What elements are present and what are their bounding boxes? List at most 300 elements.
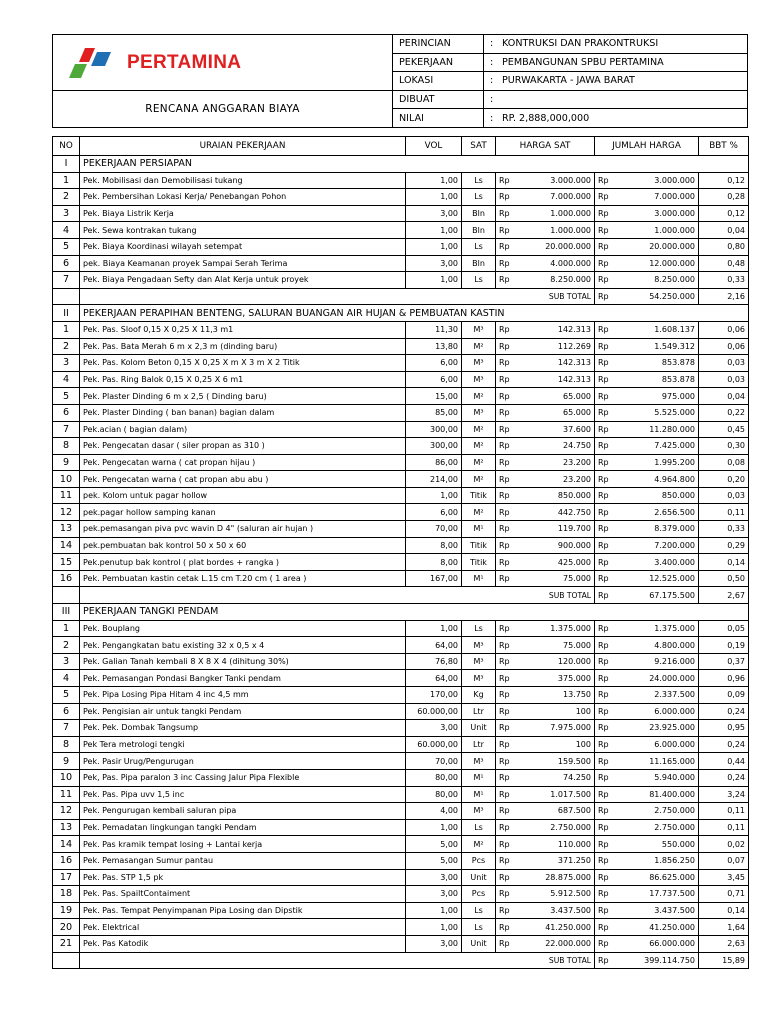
currency-label: Rp bbox=[496, 852, 518, 869]
item-vol: 1,00 bbox=[406, 172, 462, 189]
item-jumlah: 6.000.000 bbox=[617, 736, 699, 753]
currency-label: Rp bbox=[496, 487, 518, 504]
item-jumlah: 2.656.500 bbox=[617, 504, 699, 521]
item-desc: Pek. Pas Katodik bbox=[80, 935, 406, 952]
item-no: 3 bbox=[53, 205, 80, 222]
table-row bbox=[53, 935, 749, 952]
item-desc: Pek. Pengecatan warna ( cat propan abu abu ) bbox=[80, 471, 406, 488]
item-bbt: 0,33 bbox=[699, 521, 749, 538]
item-vol: 3,00 bbox=[406, 869, 462, 886]
item-jumlah: 6.000.000 bbox=[617, 703, 699, 720]
currency-label: Rp bbox=[595, 869, 617, 886]
currency-label: Rp bbox=[595, 637, 617, 654]
currency-label: Rp bbox=[496, 653, 518, 670]
subtotal-row bbox=[53, 288, 749, 305]
item-bbt: 0,11 bbox=[699, 803, 749, 820]
currency-label: Rp bbox=[595, 952, 617, 969]
currency-label: Rp bbox=[595, 919, 617, 936]
item-bbt: 0,95 bbox=[699, 720, 749, 737]
item-desc: Pek. Biaya Listrik Kerja bbox=[80, 205, 406, 222]
item-sat: Titik bbox=[462, 487, 496, 504]
item-desc: Pek. Plaster Dinding ( ban banan) bagian dalam bbox=[80, 404, 406, 421]
currency-label: Rp bbox=[595, 720, 617, 737]
table-row bbox=[53, 404, 749, 421]
document-title: RENCANA ANGGARAN BIAYA bbox=[145, 103, 300, 115]
currency-label: Rp bbox=[496, 521, 518, 538]
currency-label: Rp bbox=[595, 172, 617, 189]
info-row bbox=[393, 91, 747, 110]
table-row bbox=[53, 454, 749, 471]
currency-label: Rp bbox=[496, 902, 518, 919]
item-sat: M³ bbox=[462, 355, 496, 372]
item-no: 12 bbox=[53, 803, 80, 820]
item-no: 5 bbox=[53, 238, 80, 255]
subtotal-bbt: 2,67 bbox=[699, 587, 749, 604]
item-sat: M³ bbox=[462, 803, 496, 820]
section-title: PEKERJAAN PERAPIHAN BENTENG, SALURAN BUANGAN AIR HUJAN & PEMBUATAN KASTIN bbox=[80, 305, 749, 322]
item-harga: 41.250.000 bbox=[518, 919, 595, 936]
item-sat: M³ bbox=[462, 753, 496, 770]
item-sat: Titik bbox=[462, 537, 496, 554]
subtotal-value: 67.175.500 bbox=[617, 587, 699, 604]
table-header-row bbox=[53, 137, 749, 156]
item-sat: Unit bbox=[462, 935, 496, 952]
section-no: II bbox=[53, 305, 80, 322]
info-colon: : bbox=[490, 112, 494, 124]
item-sat: M¹ bbox=[462, 769, 496, 786]
item-jumlah: 7.200.000 bbox=[617, 537, 699, 554]
item-harga: 142.313 bbox=[518, 371, 595, 388]
currency-label: Rp bbox=[496, 255, 518, 272]
subtotal-value: 54.250.000 bbox=[617, 288, 699, 305]
col-no: NO bbox=[53, 137, 80, 156]
item-jumlah: 8.379.000 bbox=[617, 521, 699, 538]
item-vol: 11,30 bbox=[406, 321, 462, 338]
item-bbt: 3,24 bbox=[699, 786, 749, 803]
item-vol: 13,80 bbox=[406, 338, 462, 355]
currency-label: Rp bbox=[496, 172, 518, 189]
item-vol: 1,00 bbox=[406, 902, 462, 919]
item-jumlah: 17.737.500 bbox=[617, 886, 699, 903]
item-desc: Pek. Mobilisasi dan Demobilisasi tukang bbox=[80, 172, 406, 189]
budget-table bbox=[52, 136, 749, 969]
currency-label: Rp bbox=[595, 222, 617, 239]
item-sat: M³ bbox=[462, 371, 496, 388]
currency-label: Rp bbox=[595, 454, 617, 471]
item-sat: M¹ bbox=[462, 570, 496, 587]
item-harga: 1.000.000 bbox=[518, 205, 595, 222]
table-row bbox=[53, 786, 749, 803]
item-bbt: 0,09 bbox=[699, 687, 749, 704]
currency-label: Rp bbox=[595, 438, 617, 455]
currency-label: Rp bbox=[595, 570, 617, 587]
item-sat: M² bbox=[462, 438, 496, 455]
currency-label: Rp bbox=[496, 687, 518, 704]
currency-label: Rp bbox=[595, 388, 617, 405]
item-no: 7 bbox=[53, 421, 80, 438]
item-sat: Pcs bbox=[462, 886, 496, 903]
item-vol: 1,00 bbox=[406, 487, 462, 504]
subtotal-value: 399.114.750 bbox=[617, 952, 699, 969]
item-sat: Ls bbox=[462, 189, 496, 206]
item-bbt: 0,37 bbox=[699, 653, 749, 670]
currency-label: Rp bbox=[595, 554, 617, 571]
item-sat: M³ bbox=[462, 670, 496, 687]
item-vol: 1,00 bbox=[406, 819, 462, 836]
currency-label: Rp bbox=[496, 355, 518, 372]
item-vol: 1,00 bbox=[406, 620, 462, 637]
item-no: 8 bbox=[53, 736, 80, 753]
table-row bbox=[53, 554, 749, 571]
item-sat: M³ bbox=[462, 653, 496, 670]
item-jumlah: 3.000.000 bbox=[617, 205, 699, 222]
item-bbt: 0,20 bbox=[699, 471, 749, 488]
currency-label: Rp bbox=[595, 487, 617, 504]
item-bbt: 0,29 bbox=[699, 537, 749, 554]
item-bbt: 0,33 bbox=[699, 272, 749, 289]
currency-label: Rp bbox=[496, 919, 518, 936]
item-harga: 110.000 bbox=[518, 836, 595, 853]
info-row bbox=[393, 72, 747, 91]
item-vol: 1,00 bbox=[406, 222, 462, 239]
currency-label: Rp bbox=[496, 504, 518, 521]
currency-label: Rp bbox=[595, 471, 617, 488]
currency-label: Rp bbox=[595, 272, 617, 289]
item-jumlah: 24.000.000 bbox=[617, 670, 699, 687]
item-bbt: 0,30 bbox=[699, 438, 749, 455]
item-harga: 23.200 bbox=[518, 471, 595, 488]
item-vol: 86,00 bbox=[406, 454, 462, 471]
currency-label: Rp bbox=[595, 703, 617, 720]
item-harga: 65.000 bbox=[518, 404, 595, 421]
currency-label: Rp bbox=[595, 238, 617, 255]
table-row bbox=[53, 255, 749, 272]
item-sat: Ls bbox=[462, 272, 496, 289]
item-sat: Titik bbox=[462, 554, 496, 571]
item-bbt: 0,12 bbox=[699, 205, 749, 222]
currency-label: Rp bbox=[496, 338, 518, 355]
item-sat: Unit bbox=[462, 869, 496, 886]
table-row bbox=[53, 487, 749, 504]
item-no: 9 bbox=[53, 454, 80, 471]
item-harga: 1.017.500 bbox=[518, 786, 595, 803]
item-no: 10 bbox=[53, 769, 80, 786]
item-harga: 1.375.000 bbox=[518, 620, 595, 637]
item-no: 3 bbox=[53, 653, 80, 670]
section-header-row bbox=[53, 305, 749, 322]
item-desc: Pek.penutup bak kontrol ( plat bordes + rangka ) bbox=[80, 554, 406, 571]
info-key: PERINCIAN bbox=[393, 35, 484, 53]
info-colon: : bbox=[490, 56, 494, 68]
table-row bbox=[53, 504, 749, 521]
item-desc: Pek Tera metrologi tengki bbox=[80, 736, 406, 753]
currency-label: Rp bbox=[595, 504, 617, 521]
info-key: PEKERJAAN bbox=[393, 54, 484, 72]
item-desc: Pek. Pengurugan kembali saluran pipa bbox=[80, 803, 406, 820]
table-row bbox=[53, 321, 749, 338]
item-sat: M¹ bbox=[462, 521, 496, 538]
item-harga: 7.975.000 bbox=[518, 720, 595, 737]
item-desc: Pek. Pas kramik tempat losing + Lantai kerja bbox=[80, 836, 406, 853]
currency-label: Rp bbox=[595, 786, 617, 803]
item-bbt: 0,80 bbox=[699, 238, 749, 255]
currency-label: Rp bbox=[496, 819, 518, 836]
item-harga: 142.313 bbox=[518, 321, 595, 338]
item-desc: Pek. Pengangkatan batu existing 32 x 0,5 x 4 bbox=[80, 637, 406, 654]
table-row bbox=[53, 753, 749, 770]
info-value: PEMBANGUNAN SPBU PERTAMINA bbox=[502, 56, 664, 68]
item-jumlah: 4.964.800 bbox=[617, 471, 699, 488]
item-harga: 3.000.000 bbox=[518, 172, 595, 189]
item-desc: Pek. Pemasangan Sumur pantau bbox=[80, 852, 406, 869]
item-desc: Pek. Galian Tanah kembali 8 X 8 X 4 (dihitung 30%) bbox=[80, 653, 406, 670]
item-bbt: 0,28 bbox=[699, 189, 749, 206]
item-bbt: 0,50 bbox=[699, 570, 749, 587]
item-harga: 75.000 bbox=[518, 637, 595, 654]
currency-label: Rp bbox=[595, 338, 617, 355]
item-sat: Pcs bbox=[462, 852, 496, 869]
item-sat: Unit bbox=[462, 720, 496, 737]
item-jumlah: 12.525.000 bbox=[617, 570, 699, 587]
table-row bbox=[53, 421, 749, 438]
item-no: 16 bbox=[53, 570, 80, 587]
item-no: 6 bbox=[53, 404, 80, 421]
table-row bbox=[53, 537, 749, 554]
item-sat: Ls bbox=[462, 902, 496, 919]
section-header-row bbox=[53, 156, 749, 173]
item-vol: 300,00 bbox=[406, 421, 462, 438]
item-no: 20 bbox=[53, 919, 80, 936]
item-bbt: 0,71 bbox=[699, 886, 749, 903]
item-no: 18 bbox=[53, 886, 80, 903]
currency-label: Rp bbox=[496, 421, 518, 438]
info-colon: : bbox=[490, 38, 494, 50]
currency-label: Rp bbox=[595, 935, 617, 952]
item-bbt: 0,07 bbox=[699, 852, 749, 869]
item-no: 14 bbox=[53, 537, 80, 554]
currency-label: Rp bbox=[595, 404, 617, 421]
item-desc: Pek. Pas. Pipa uvv 1,5 inc bbox=[80, 786, 406, 803]
item-vol: 214,00 bbox=[406, 471, 462, 488]
item-vol: 6,00 bbox=[406, 371, 462, 388]
item-bbt: 0,11 bbox=[699, 504, 749, 521]
table-row bbox=[53, 670, 749, 687]
item-jumlah: 2.750.000 bbox=[617, 803, 699, 820]
subtotal-bbt: 15,89 bbox=[699, 952, 749, 969]
item-jumlah: 3.437.500 bbox=[617, 902, 699, 919]
item-vol: 8,00 bbox=[406, 537, 462, 554]
info-value: PURWAKARTA - JAWA BARAT bbox=[502, 75, 635, 87]
item-no: 19 bbox=[53, 902, 80, 919]
currency-label: Rp bbox=[496, 786, 518, 803]
item-no: 15 bbox=[53, 554, 80, 571]
item-desc: Pek. Biaya Koordinasi wilayah setempat bbox=[80, 238, 406, 255]
currency-label: Rp bbox=[595, 521, 617, 538]
section-header-row bbox=[53, 604, 749, 621]
currency-label: Rp bbox=[595, 288, 617, 305]
item-desc: Pek. Pek. Dombak Tangsump bbox=[80, 720, 406, 737]
item-bbt: 2,63 bbox=[699, 935, 749, 952]
subtotal-label: SUB TOTAL bbox=[80, 952, 595, 969]
item-jumlah: 853.878 bbox=[617, 355, 699, 372]
item-harga: 1.000.000 bbox=[518, 222, 595, 239]
item-harga: 4.000.000 bbox=[518, 255, 595, 272]
item-bbt: 0,14 bbox=[699, 554, 749, 571]
item-harga: 24.750 bbox=[518, 438, 595, 455]
item-jumlah: 23.925.000 bbox=[617, 720, 699, 737]
item-sat: M² bbox=[462, 836, 496, 853]
item-jumlah: 1.608.137 bbox=[617, 321, 699, 338]
item-no: 17 bbox=[53, 869, 80, 886]
project-info bbox=[393, 35, 747, 127]
info-colon: : bbox=[490, 94, 494, 106]
table-row bbox=[53, 521, 749, 538]
item-vol: 80,00 bbox=[406, 786, 462, 803]
item-sat: Bln bbox=[462, 222, 496, 239]
item-harga: 112.269 bbox=[518, 338, 595, 355]
currency-label: Rp bbox=[595, 189, 617, 206]
item-vol: 3,00 bbox=[406, 886, 462, 903]
currency-label: Rp bbox=[595, 902, 617, 919]
item-jumlah: 3.400.000 bbox=[617, 554, 699, 571]
item-jumlah: 1.856.250 bbox=[617, 852, 699, 869]
item-jumlah: 2.337.500 bbox=[617, 687, 699, 704]
item-jumlah: 853.878 bbox=[617, 371, 699, 388]
item-jumlah: 1.000.000 bbox=[617, 222, 699, 239]
item-harga: 120.000 bbox=[518, 653, 595, 670]
currency-label: Rp bbox=[496, 570, 518, 587]
item-jumlah: 41.250.000 bbox=[617, 919, 699, 936]
item-bbt: 1,64 bbox=[699, 919, 749, 936]
item-jumlah: 8.250.000 bbox=[617, 272, 699, 289]
item-sat: Ls bbox=[462, 238, 496, 255]
item-harga: 900.000 bbox=[518, 537, 595, 554]
currency-label: Rp bbox=[595, 736, 617, 753]
item-jumlah: 20.000.000 bbox=[617, 238, 699, 255]
currency-label: Rp bbox=[496, 670, 518, 687]
currency-label: Rp bbox=[496, 720, 518, 737]
item-no: 4 bbox=[53, 670, 80, 687]
item-no: 13 bbox=[53, 819, 80, 836]
item-harga: 74.250 bbox=[518, 769, 595, 786]
item-desc: Pek, Pas. Pipa paralon 3 inc Cassing Jalur Pipa Flexible bbox=[80, 769, 406, 786]
item-bbt: 0,11 bbox=[699, 819, 749, 836]
subtotal-bbt: 2,16 bbox=[699, 288, 749, 305]
info-row bbox=[393, 54, 747, 73]
currency-label: Rp bbox=[496, 620, 518, 637]
item-no: 10 bbox=[53, 471, 80, 488]
currency-label: Rp bbox=[496, 205, 518, 222]
item-vol: 5,00 bbox=[406, 836, 462, 853]
currency-label: Rp bbox=[595, 205, 617, 222]
item-harga: 425.000 bbox=[518, 554, 595, 571]
table-row bbox=[53, 238, 749, 255]
item-bbt: 0,06 bbox=[699, 338, 749, 355]
item-bbt: 0,48 bbox=[699, 255, 749, 272]
item-vol: 170,00 bbox=[406, 687, 462, 704]
item-desc: Pek. Pas. SpailtContaiment bbox=[80, 886, 406, 903]
item-harga: 20.000.000 bbox=[518, 238, 595, 255]
item-harga: 3.437.500 bbox=[518, 902, 595, 919]
currency-label: Rp bbox=[496, 438, 518, 455]
table-row bbox=[53, 919, 749, 936]
item-jumlah: 850.000 bbox=[617, 487, 699, 504]
item-harga: 100 bbox=[518, 703, 595, 720]
item-sat: Ls bbox=[462, 620, 496, 637]
item-harga: 375.000 bbox=[518, 670, 595, 687]
item-sat: M² bbox=[462, 388, 496, 405]
item-desc: Pek. Pas. Tempat Penyimpanan Pipa Losing dan Dipstik bbox=[80, 902, 406, 919]
table-row bbox=[53, 355, 749, 372]
item-vol: 3,00 bbox=[406, 255, 462, 272]
table-row bbox=[53, 388, 749, 405]
col-harga-sat: HARGA SAT bbox=[496, 137, 595, 156]
table-row bbox=[53, 852, 749, 869]
currency-label: Rp bbox=[496, 222, 518, 239]
item-jumlah: 4.800.000 bbox=[617, 637, 699, 654]
info-row bbox=[393, 35, 747, 54]
item-sat: Ltr bbox=[462, 703, 496, 720]
item-jumlah: 7.425.000 bbox=[617, 438, 699, 455]
item-harga: 159.500 bbox=[518, 753, 595, 770]
table-row bbox=[53, 205, 749, 222]
item-sat: Ls bbox=[462, 172, 496, 189]
item-vol: 85,00 bbox=[406, 404, 462, 421]
item-desc: Pek. Pas. Kolom Beton 0,15 X 0,25 X m X 3 m X 2 Titik bbox=[80, 355, 406, 372]
table-row bbox=[53, 869, 749, 886]
item-desc: Pek. Pemadatan lingkungan tangki Pendam bbox=[80, 819, 406, 836]
item-desc: Pek.acian ( bagian dalam) bbox=[80, 421, 406, 438]
currency-label: Rp bbox=[496, 238, 518, 255]
item-jumlah: 11.280.000 bbox=[617, 421, 699, 438]
item-harga: 23.200 bbox=[518, 454, 595, 471]
currency-label: Rp bbox=[496, 836, 518, 853]
table-row bbox=[53, 570, 749, 587]
item-jumlah: 975.000 bbox=[617, 388, 699, 405]
item-sat: M² bbox=[462, 454, 496, 471]
item-bbt: 0,12 bbox=[699, 172, 749, 189]
table-row bbox=[53, 172, 749, 189]
item-harga: 119.700 bbox=[518, 521, 595, 538]
item-vol: 6,00 bbox=[406, 504, 462, 521]
item-no: 2 bbox=[53, 637, 80, 654]
item-bbt: 0,06 bbox=[699, 321, 749, 338]
item-desc: pek.pemasangan piva pvc wavin D 4" (saluran air hujan ) bbox=[80, 521, 406, 538]
item-no: 8 bbox=[53, 438, 80, 455]
item-desc: Pek. Pas. Sloof 0,15 X 0,25 X 11,3 m1 bbox=[80, 321, 406, 338]
item-sat: M² bbox=[462, 338, 496, 355]
currency-label: Rp bbox=[595, 769, 617, 786]
item-no: 5 bbox=[53, 388, 80, 405]
info-value: RP. 2,888,000,000 bbox=[502, 112, 590, 124]
table-row bbox=[53, 819, 749, 836]
table-row bbox=[53, 438, 749, 455]
item-harga: 65.000 bbox=[518, 388, 595, 405]
info-colon: : bbox=[490, 75, 494, 87]
item-sat: Ls bbox=[462, 819, 496, 836]
item-no: 1 bbox=[53, 321, 80, 338]
section-no: I bbox=[53, 156, 80, 173]
currency-label: Rp bbox=[496, 189, 518, 206]
item-vol: 300,00 bbox=[406, 438, 462, 455]
currency-label: Rp bbox=[496, 371, 518, 388]
table-row bbox=[53, 637, 749, 654]
pertamina-logo-icon bbox=[69, 46, 117, 80]
currency-label: Rp bbox=[496, 869, 518, 886]
item-desc: Pek. Pengecatan warna ( cat propan hijau ) bbox=[80, 454, 406, 471]
item-bbt: 0,24 bbox=[699, 736, 749, 753]
subtotal-label: SUB TOTAL bbox=[80, 587, 595, 604]
